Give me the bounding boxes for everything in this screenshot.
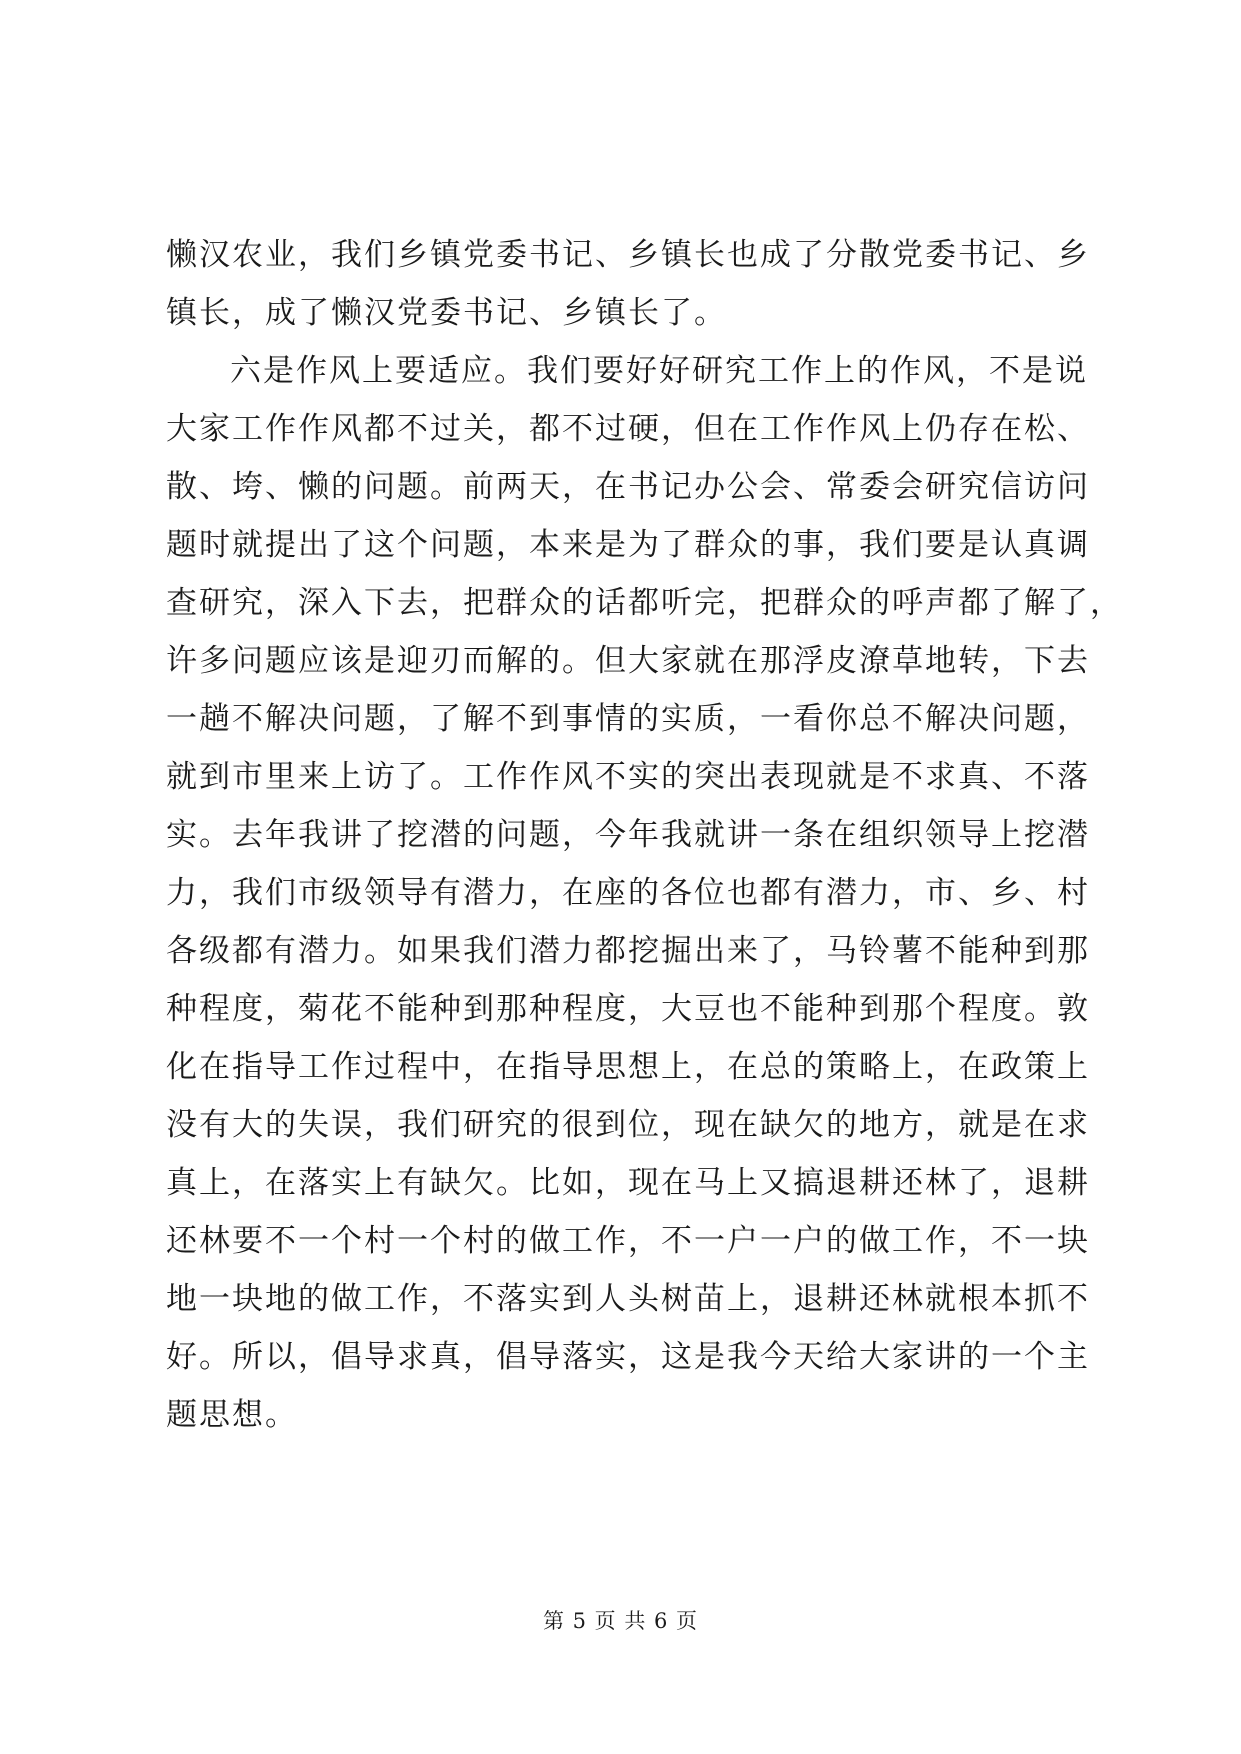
text-line: 许多问题应该是迎刃而解的。但大家就在那浮皮潦草地转，下去	[166, 643, 1090, 679]
text-line: 查研究，深入下去，把群众的话都听完，把群众的呼声都了解了，	[166, 585, 1123, 621]
text-line: 散、垮、懒的问题。前两天，在书记办公会、常委会研究信访问	[166, 469, 1090, 505]
text-line: 题时就提出了这个问题，本来是为了群众的事，我们要是认真调	[166, 527, 1090, 563]
text-line: 没有大的失误，我们研究的很到位，现在缺欠的地方，就是在求	[166, 1107, 1090, 1143]
text-line: 真上，在落实上有缺欠。比如，现在马上又搞退耕还林了，退耕	[166, 1165, 1090, 1201]
text-line: 地一块地的做工作，不落实到人头树苗上，退耕还林就根本抓不	[166, 1281, 1090, 1317]
body-text	[166, 226, 1123, 1444]
text-line: 化在指导工作过程中，在指导思想上，在总的策略上，在政策上	[166, 1049, 1090, 1085]
text-line: 力，我们市级领导有潜力，在座的各位也都有潜力，市、乡、村	[166, 875, 1090, 911]
text-line: 大家工作作风都不过关，都不过硬，但在工作作风上仍存在松、	[166, 411, 1090, 447]
paragraph-start-line: 六是作风上要适应。我们要好好研究工作上的作风，不是说	[230, 353, 1088, 389]
text-line: 一趟不解决问题，了解不到事情的实质，一看你总不解决问题，	[166, 701, 1090, 737]
text-line: 镇长，成了懒汉党委书记、乡镇长了。	[166, 295, 727, 331]
text-line: 实。去年我讲了挖潜的问题，今年我就讲一条在组织领导上挖潜	[166, 817, 1090, 853]
text-line: 还林要不一个村一个村的做工作，不一户一户的做工作，不一块	[166, 1223, 1090, 1259]
page-number-footer: 第 5 页 共 6 页	[542, 1609, 699, 1633]
text-line: 种程度，菊花不能种到那种程度，大豆也不能种到那个程度。敦	[166, 991, 1090, 1027]
text-line: 就到市里来上访了。工作作风不实的突出表现就是不求真、不落	[166, 759, 1090, 795]
text-line: 各级都有潜力。如果我们潜力都挖掘出来了，马铃薯不能种到那	[166, 933, 1090, 969]
text-line: 题思想。	[166, 1397, 298, 1433]
text-line: 好。所以，倡导求真，倡导落实，这是我今天给大家讲的一个主	[166, 1339, 1090, 1375]
text-line: 懒汉农业，我们乡镇党委书记、乡镇长也成了分散党委书记、乡	[166, 237, 1090, 273]
